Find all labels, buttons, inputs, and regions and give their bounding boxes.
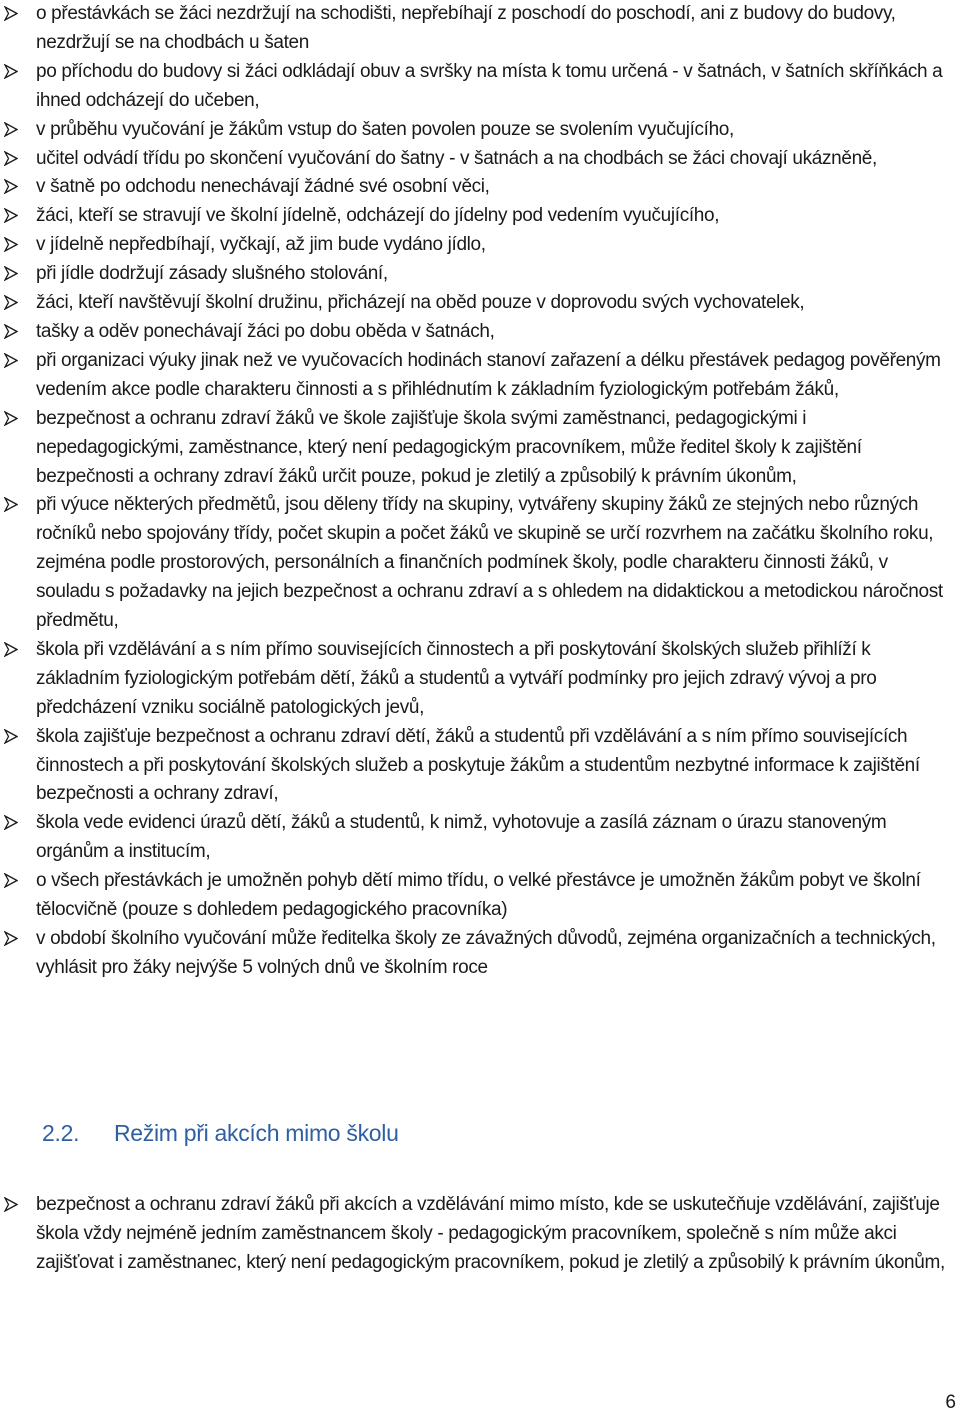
page-number: 6 (945, 1392, 956, 1413)
list-item-text: při jídle dodržují zásady slušného stolování, (36, 263, 388, 285)
list-item-text: v jídelně nepředbíhají, vyčkají, až jim bude vydáno jídlo, (36, 234, 486, 256)
arrowhead-bullet-icon (4, 411, 18, 426)
arrowhead-bullet-icon (4, 6, 18, 21)
arrowhead-bullet-icon (4, 1197, 18, 1212)
section-heading (42, 1120, 399, 1147)
section-number: 2.2. (42, 1120, 80, 1146)
list-item (0, 723, 952, 810)
list-item-text: bezpečnost a ochranu zdraví žáků při akcích a vzdělávání mimo místo, kde se uskutečňuje vzdělávání, zajišťuje škola vždy nejméně jedním zaměstnancem školy - pedagogickým pracovníkem, společně s ním může akci zajišťovat i zaměstnanec, který není pedagogickým pracovníkem, pokud je zletilý a způsobilý k právním úkonům, (36, 1194, 945, 1273)
list-item (0, 809, 952, 867)
list-item-text: o přestávkách se žáci nezdržují na schodišti, nepřebíhají z poschodí do poschodí, ani z budovy do budovy, nezdržují se na chodbách u šaten (36, 3, 896, 53)
list-item (0, 405, 952, 492)
list-item-text: v období školního vyučování může ředitelka školy ze závažných důvodů, zejména organizačních a technických, vyhlásit pro žáky nejvýše 5 volných dnů ve školním roce (36, 928, 936, 978)
list-item-text: škola při vzdělávání a s ním přímo souvisejících činnostech a při poskytování školských služeb přihlíží k základním fyziologickým potřebám dětí, žáků a studentů a vytváří podmínky pro jejich zdravý vývoj a pro předcházení vzniku sociálně patologických jevů, (36, 638, 877, 718)
arrowhead-bullet-icon (4, 497, 18, 512)
list-item-text: tašky a oděv ponechávají žáci po dobu oběda v šatnách, (36, 320, 495, 342)
arrowhead-bullet-icon (4, 208, 18, 223)
list-item (0, 347, 952, 405)
list-item-text: při organizaci výuky jinak než ve vyučovacích hodinách stanoví zařazení a délku přestávek pedagog pověřeným vedením akce podle charakteru činnosti a s přihlédnutím k základním fyziologickým potřebám žáků, (36, 349, 941, 400)
arrowhead-bullet-icon (4, 642, 18, 657)
arrowhead-bullet-icon (4, 815, 18, 830)
arrowhead-bullet-icon (4, 295, 18, 310)
list-item-text: v průběhu vyučování je žákům vstup do šaten povolen pouze se svolením vyučujícího, (36, 118, 734, 140)
list-item (0, 145, 952, 174)
list-item (0, 289, 952, 318)
arrowhead-bullet-icon (4, 873, 18, 888)
list-item (0, 0, 952, 58)
list-item-text: žáci, kteří navštěvují školní družinu, přicházejí na oběd pouze v doprovodu svých vychovatelek, (36, 292, 805, 314)
list-item (0, 260, 952, 289)
list-item (0, 231, 952, 260)
arrowhead-bullet-icon (4, 151, 18, 166)
arrowhead-bullet-icon (4, 353, 18, 368)
list-item-text: škola zajišťuje bezpečnost a ochranu zdraví dětí, žáků a studentů při vzdělávání a s ním přímo souvisejících činnostech a při poskytování školských služeb a poskytuje žákům a studentům nezbytné informace k zajištění bezpečnosti a ochrany zdraví, (36, 725, 920, 805)
bullet-list-second (0, 1191, 952, 1278)
section-title: Režim při akcích mimo školu (114, 1120, 399, 1146)
arrowhead-bullet-icon (4, 729, 18, 744)
list-item-text: o všech přestávkách je umožněn pohyb dětí mimo třídu, o velké přestávce je umožněn žákům pobyt ve školní tělocvičně (pouze s dohledem pedagogického pracovníka) (36, 870, 921, 921)
list-item (0, 202, 952, 231)
list-item (0, 867, 952, 925)
list-item-text: v šatně po odchodu nenechávají žádné své osobní věci, (36, 176, 490, 198)
list-item (0, 491, 952, 636)
list-item (0, 58, 952, 116)
arrowhead-bullet-icon (4, 179, 18, 194)
list-item (0, 173, 952, 202)
list-item (0, 925, 952, 983)
list-item-text: žáci, kteří se stravují ve školní jídelně, odcházejí do jídelny pod vedením vyučujícího, (36, 205, 720, 227)
arrowhead-bullet-icon (4, 266, 18, 281)
list-item (0, 318, 952, 347)
list-item (0, 636, 952, 723)
arrowhead-bullet-icon (4, 64, 18, 79)
list-item-text: škola vede evidenci úrazů dětí, žáků a studentů, k nimž, vyhotovuje a zasílá záznam o úrazu stanoveným orgánům a institucím, (36, 812, 887, 863)
arrowhead-bullet-icon (4, 122, 18, 137)
arrowhead-bullet-icon (4, 324, 18, 339)
list-item-text: při výuce některých předmětů, jsou děleny třídy na skupiny, vytvářeny skupiny žáků ze stejných nebo různých ročníků nebo spojovány třídy, počet skupin a počet žáků ve skupině se určí rozvrhem na začátku školního roku, zejména podle prostorových, personálních a finančních podmínek školy, podle charakteru činnosti žáků, v souladu s požadavky na jejich bezpečnost a ochranu zdraví a s ohledem na didaktickou a metodickou náročnost předmětu, (36, 494, 943, 632)
list-item (0, 116, 952, 145)
list-item-text: po příchodu do budovy si žáci odkládají obuv a svršky na místa k tomu určená - v šatnách, v šatních skříňkách a ihned odcházejí do učeben, (36, 60, 943, 111)
list-item (0, 1191, 952, 1278)
arrowhead-bullet-icon (4, 237, 18, 252)
list-item-text: učitel odvádí třídu po skončení vyučování do šatny - v šatnách a na chodbách se žáci chovají ukázněně, (36, 147, 877, 169)
list-item-text: bezpečnost a ochranu zdraví žáků ve škole zajišťuje škola svými zaměstnanci, pedagogickými i nepedagogickými, zaměstnance, který není pedagogickým pracovníkem, může ředitel školy k zajištění bezpečnosti a ochrany zdraví žáků určit pouze, pokud je zletilý a způsobilý k právním úkonům, (36, 407, 862, 487)
arrowhead-bullet-icon (4, 931, 18, 946)
